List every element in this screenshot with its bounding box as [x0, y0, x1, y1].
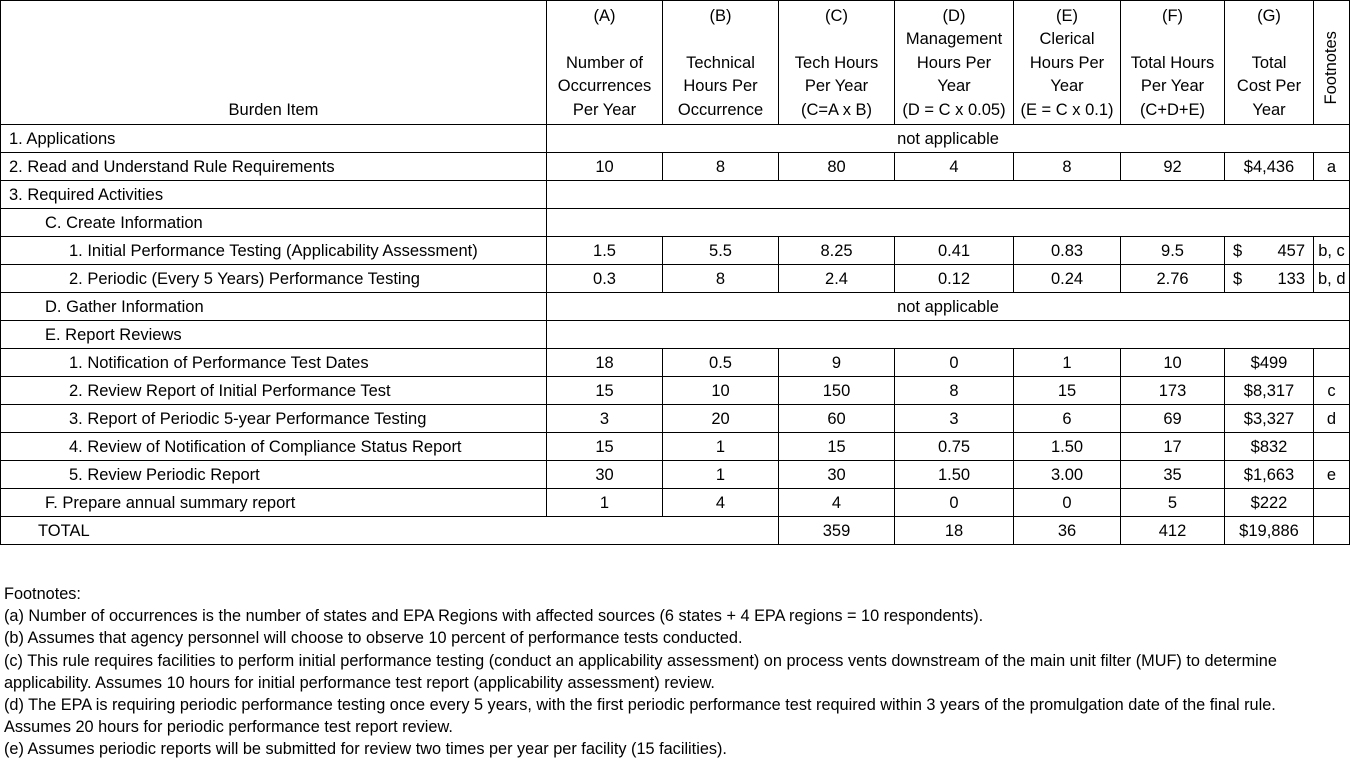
cell-footnote: b, d	[1314, 265, 1350, 293]
footnote-d: (d) The EPA is requiring periodic performance testing once every 5 years, with the first periodic performance test required within 3 years of the promulgation date of the final rule. Assumes 20 hours for periodic performance test report review.	[4, 696, 1276, 737]
cell-c: 30	[779, 461, 895, 489]
cell-e: 0.83	[1014, 237, 1121, 265]
row-label: 2. Review Report of Initial Performance Test	[1, 377, 547, 405]
cell-d: 0	[895, 349, 1014, 377]
cell-c: 9	[779, 349, 895, 377]
cell-b: 1	[663, 433, 779, 461]
cell-d: 4	[895, 153, 1014, 181]
table-row	[1, 125, 1350, 153]
table-row	[1, 181, 1350, 209]
cell-g: $222	[1225, 489, 1314, 517]
footnotes-section	[4, 583, 1346, 761]
cell-b: 10	[663, 377, 779, 405]
cell-c: 150	[779, 377, 895, 405]
cell-g: $1,663	[1225, 461, 1314, 489]
footnote-e: (e) Assumes periodic reports will be submitted for review two times per year per facility (15 facilities).	[4, 740, 727, 759]
not-applicable-cell: not applicable	[547, 125, 1350, 153]
cell-c: 60	[779, 405, 895, 433]
row-label: D. Gather Information	[1, 293, 547, 321]
total-g: $19,886	[1225, 517, 1314, 545]
table-row	[1, 237, 1350, 265]
header-col-d: (D) Management Hours Per Year (D = C x 0.05)	[895, 1, 1014, 125]
cell-c: 2.4	[779, 265, 895, 293]
total-f: 412	[1121, 517, 1225, 545]
header-col-a: (A) Number of Occurrences Per Year	[547, 1, 663, 125]
cell-b: 8	[663, 153, 779, 181]
empty-span	[547, 181, 1350, 209]
row-label: F. Prepare annual summary report	[1, 489, 547, 517]
total-row	[1, 517, 1350, 545]
row-label: 4. Review of Notification of Compliance Status Report	[1, 433, 547, 461]
cell-e: 8	[1014, 153, 1121, 181]
cell-g: $4,436	[1225, 153, 1314, 181]
cell-f: 17	[1121, 433, 1225, 461]
cell-b: 1	[663, 461, 779, 489]
table-row	[1, 293, 1350, 321]
cell-f: 173	[1121, 377, 1225, 405]
cell-footnote: e	[1314, 461, 1350, 489]
table-row	[1, 349, 1350, 377]
empty-span	[547, 209, 1350, 237]
row-label: 2. Periodic (Every 5 Years) Performance Testing	[1, 265, 547, 293]
cell-d: 1.50	[895, 461, 1014, 489]
table-row	[1, 377, 1350, 405]
cell-b: 0.5	[663, 349, 779, 377]
cell-a: 3	[547, 405, 663, 433]
cell-a: 30	[547, 461, 663, 489]
cell-g: $8,317	[1225, 377, 1314, 405]
cell-a: 1	[547, 489, 663, 517]
cell-e: 0	[1014, 489, 1121, 517]
cell-b: 8	[663, 265, 779, 293]
cell-c: 15	[779, 433, 895, 461]
total-footnote	[1314, 517, 1350, 545]
cell-d: 8	[895, 377, 1014, 405]
cell-d: 0.41	[895, 237, 1014, 265]
cell-f: 10	[1121, 349, 1225, 377]
cell-e: 1	[1014, 349, 1121, 377]
cell-a: 15	[547, 377, 663, 405]
cell-d: 3	[895, 405, 1014, 433]
cell-footnote	[1314, 349, 1350, 377]
cell-b: 20	[663, 405, 779, 433]
total-c: 359	[779, 517, 895, 545]
cell-f: 2.76	[1121, 265, 1225, 293]
cell-d: 0.75	[895, 433, 1014, 461]
header-footnotes: Footnotes	[1314, 1, 1350, 125]
header-burden-item: Burden Item	[1, 1, 547, 125]
header-col-c: (C) Tech Hours Per Year (C=A x B)	[779, 1, 895, 125]
footnote-c: (c) This rule requires facilities to perform initial performance testing (conduct an applicability assessment) on process vents downstream of the main unit filter (MUF) to determine applicability. Assumes 10 hours for initial performance test report (applicability assessment) review.	[4, 651, 1277, 692]
row-label: 3. Required Activities	[1, 181, 547, 209]
cell-f: 92	[1121, 153, 1225, 181]
cell-g: $499	[1225, 349, 1314, 377]
table-row	[1, 433, 1350, 461]
cell-b: 5.5	[663, 237, 779, 265]
cell-e: 1.50	[1014, 433, 1121, 461]
cell-g: $3,327	[1225, 405, 1314, 433]
cell-footnote: d	[1314, 405, 1350, 433]
cell-footnote	[1314, 433, 1350, 461]
row-label: 2. Read and Understand Rule Requirements	[1, 153, 547, 181]
cell-e: 15	[1014, 377, 1121, 405]
cell-f: 35	[1121, 461, 1225, 489]
table-row	[1, 265, 1350, 293]
cell-e: 3.00	[1014, 461, 1121, 489]
row-label: E. Report Reviews	[1, 321, 547, 349]
total-e: 36	[1014, 517, 1121, 545]
header-col-b: (B) Technical Hours Per Occurrence	[663, 1, 779, 125]
cell-e: 0.24	[1014, 265, 1121, 293]
table-row	[1, 405, 1350, 433]
total-label: TOTAL	[1, 517, 779, 545]
cell-g: $ 133	[1225, 265, 1314, 293]
cell-footnote	[1314, 489, 1350, 517]
footnotes-title: Footnotes:	[4, 585, 81, 603]
cell-c: 8.25	[779, 237, 895, 265]
cell-d: 0.12	[895, 265, 1014, 293]
footnote-b: (b) Assumes that agency personnel will choose to observe 10 percent of performance tests conducted.	[4, 629, 743, 648]
table-row	[1, 153, 1350, 181]
header-col-f: (F) Total Hours Per Year (C+D+E)	[1121, 1, 1225, 125]
header-col-e: (E) Clerical Hours Per Year (E = C x 0.1)	[1014, 1, 1121, 125]
row-label: 1. Applications	[1, 125, 547, 153]
row-label: 1. Notification of Performance Test Dates	[1, 349, 547, 377]
total-d: 18	[895, 517, 1014, 545]
table-row	[1, 209, 1350, 237]
header-col-g: (G) Total Cost Per Year	[1225, 1, 1314, 125]
cell-f: 69	[1121, 405, 1225, 433]
table-row	[1, 321, 1350, 349]
row-label: C. Create Information	[1, 209, 547, 237]
cell-g: $832	[1225, 433, 1314, 461]
table-row	[1, 461, 1350, 489]
row-label: 3. Report of Periodic 5-year Performance Testing	[1, 405, 547, 433]
cell-c: 4	[779, 489, 895, 517]
cell-footnote: c	[1314, 377, 1350, 405]
cell-f: 5	[1121, 489, 1225, 517]
cell-a: 18	[547, 349, 663, 377]
cell-f: 9.5	[1121, 237, 1225, 265]
cell-b: 4	[663, 489, 779, 517]
cell-footnote: a	[1314, 153, 1350, 181]
cell-d: 0	[895, 489, 1014, 517]
cell-a: 10	[547, 153, 663, 181]
empty-span	[547, 321, 1350, 349]
not-applicable-cell: not applicable	[547, 293, 1350, 321]
table-row	[1, 489, 1350, 517]
cell-a: 0.3	[547, 265, 663, 293]
cell-c: 80	[779, 153, 895, 181]
header-row	[1, 1, 1350, 125]
cell-e: 6	[1014, 405, 1121, 433]
footnote-a: (a) Number of occurrences is the number of states and EPA Regions with affected sources (6 states + 4 EPA regions = 10 respondents).	[4, 607, 984, 626]
cell-a: 15	[547, 433, 663, 461]
row-label: 1. Initial Performance Testing (Applicability Assessment)	[1, 237, 547, 265]
cell-footnote: b, c	[1314, 237, 1350, 265]
row-label: 5. Review Periodic Report	[1, 461, 547, 489]
cell-g: $ 457	[1225, 237, 1314, 265]
cell-a: 1.5	[547, 237, 663, 265]
